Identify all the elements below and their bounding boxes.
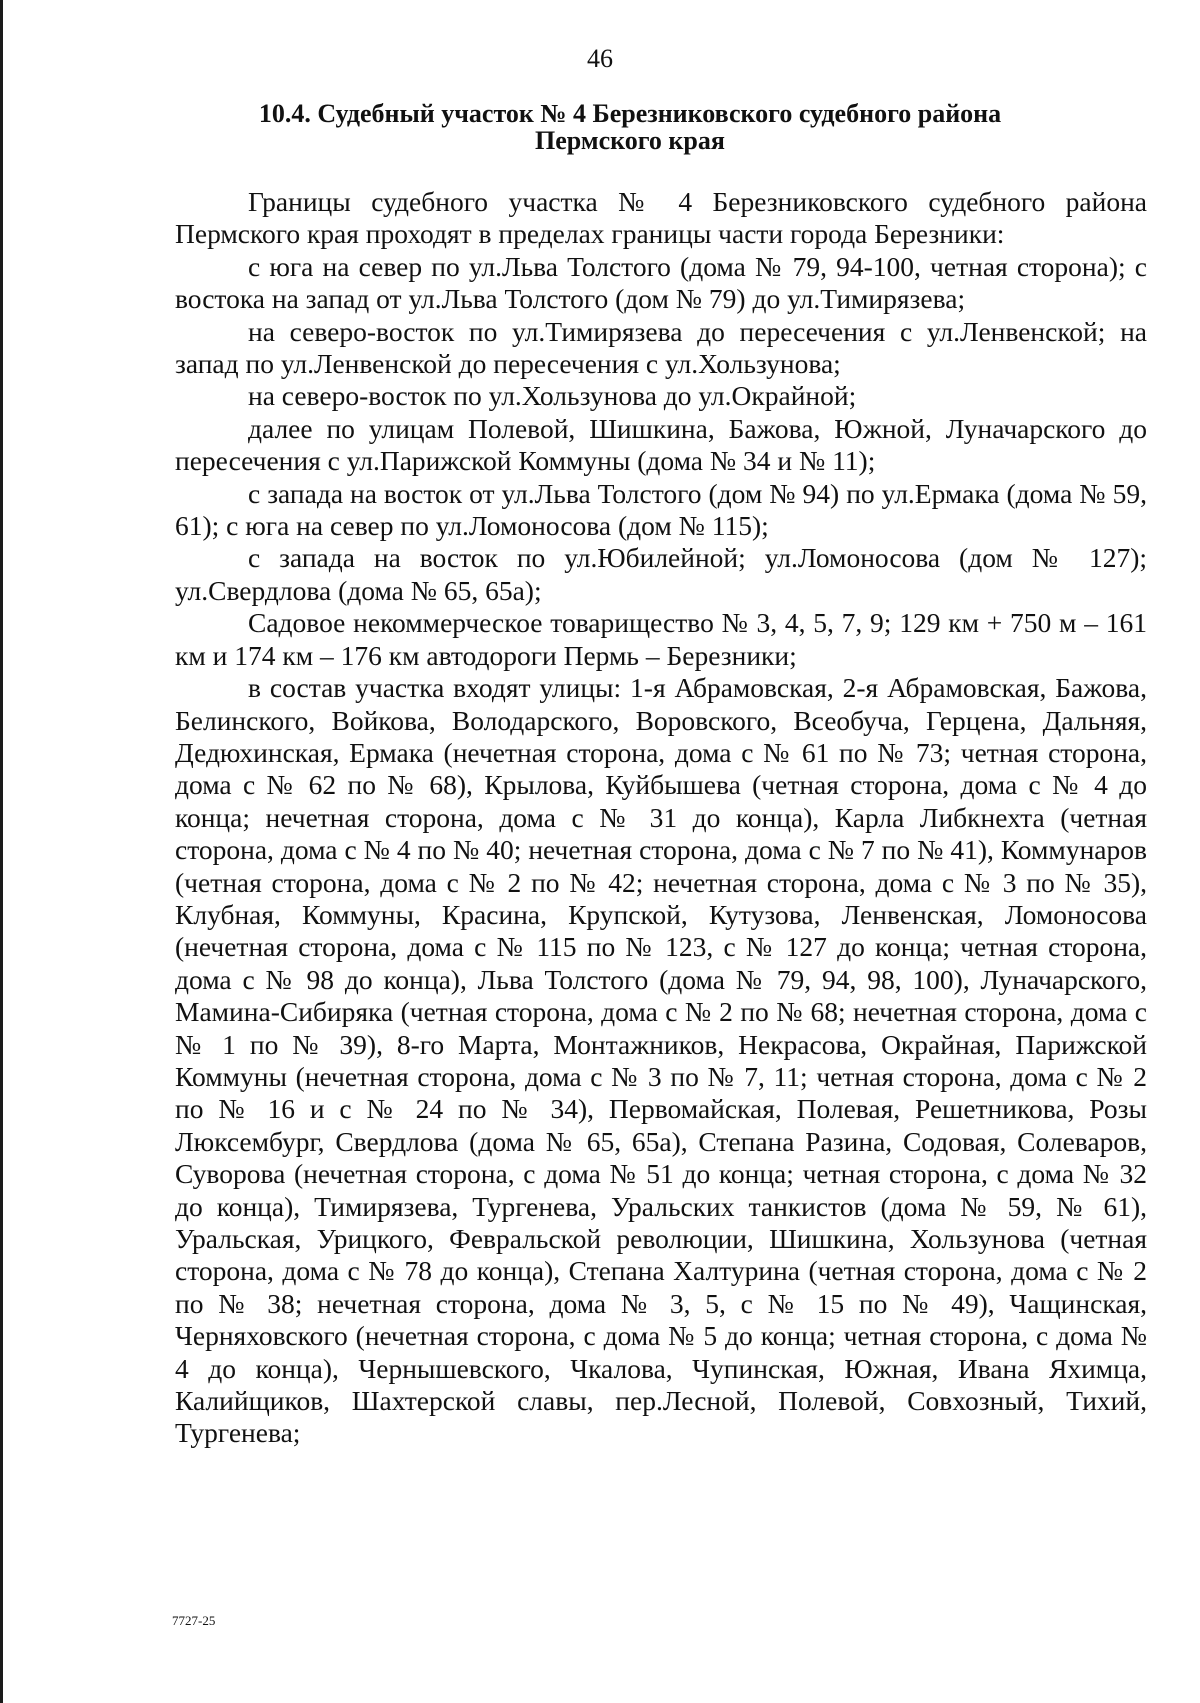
paragraph-streets-list: в состав участка входят улицы: 1-я Абрамовская, 2-я Абрамовская, Бажова, Белинского, Войкова, Володарского, Воровского, Всеобуча, Герцена, Дальняя, Дедюхинская, Ермака (нечетная сторона, дома с № 61 по № 73; четная сторона, дома с № 62 по № 68), Крылова, Куйбышева (четная сторона, дома с № 4 до конца; нечетная сторона, дома с № 31 до конца), Карла Либкнехта (четная сторона, дома с № 4 по № 40; нечетная сторона, дома с № 7 по № 41), Коммунаров (четная сторона, дома с № 2 по № 42; нечетная сторона, дома с № 3 по № 35), Клубная, Коммуны, Красина, Крупской, Кутузова, Ленвенская, Ломоносова (нечетная сторона, дома с № 115 по № 123, с № 127 до конца; четная сторона, дома с № 98 до конца), Льва Толстого (дома № 79, 94, 98, 100), Луначарского, Мамина-Сибиряка (четная сторона, дома с № 2 по № 68; нечетная сторона, дома с № 1 по № 39), 8-го Марта, Монтажников, Некрасова, Окрайная, Парижской Коммуны (нечетная сторона, дома с № 3 по № 7, 11; четная сторона, дома с № 2 по № 16 и с № 24 по № 34), Первомайская, Полевая, Решетникова, Розы Люксембург, Свердлова (дома № 65, 65а), Степана Разина, Содовая, Солеваров, Суворова (нечетная сторона, с дома № 51 до конца; четная сторона, с дома № 32 до конца), Тимирязева, Тургенева, Уральских танкистов (дома № 59, № 61), Уральская, Урицкого, Февральской революции, Шишкина, Хользунова (четная сторона, дома с № 78 до конца), Степана Халтурина (четная сторона, дома с № 2 по № 38; нечетная сторона, дома № 3, 5, с № 15 по № 49), Чащинская, Черняховского (нечетная сторона, с дома № 5 до конца; четная сторона, с дома № 4 до конца), Чернышевского, Чкалова, Чупинская, Южная, Ивана Яхимца, Калийщиков, Шахтерской славы, пер.Лесной, Полевой, Совхозный, Тихий, Тургенева; [175,672,1147,1449]
scan-edge [0,0,3,1703]
paragraph-boundary-5: с запада на восток от ул.Льва Толстого (дом № 94) по ул.Ермака (дома № 59, 61); с юга на север по ул.Ломоносова (дом № 115); [175,477,1147,542]
paragraph-boundaries-intro: Границы судебного участка № 4 Березниковского судебного района Пермского края проходят в пределах границы части города Березники: [175,186,1147,250]
section-title [150,100,1110,154]
section-title-line-1: 10.4. Судебный участок № 4 Березниковского судебного района [258,99,1002,128]
section-title-line-2: Пермского края [535,126,725,155]
document-code: 7727-25 [172,1613,216,1628]
page-number: 46 [587,44,613,73]
paragraph-boundary-6: с запада на восток по ул.Юбилейной; ул.Ломоносова (дом № 127); ул.Свердлова (дома № 65, 65а); [175,542,1147,606]
paragraph-boundary-2: на северо-восток по ул.Тимирязева до пересечения с ул.Ленвенской; на запад по ул.Ленвенской до пересечения с ул.Хользунова; [175,315,1147,380]
paragraph-boundary-1: с юга на север по ул.Льва Толстого (дома № 79, 94-100, четная сторона); с востока на запад от ул.Льва Толстого (дом № 79) до ул.Тимирязева; [175,250,1147,315]
document-body [175,186,1147,1450]
paragraph-garden-partnership: Садовое некоммерческое товарищество № 3, 4, 5, 7, 9; 129 км + 750 м – 161 км и 174 км – 176 км автодороги Пермь – Березники; [175,607,1147,671]
paragraph-boundary-3: на северо-восток по ул.Хользунова до ул.Окрайной; [248,380,857,412]
paragraph-boundary-4: далее по улицам Полевой, Шишкина, Бажова, Южной, Луначарского до пересечения с ул.Парижской Коммуны (дома № 34 и № 11); [175,412,1147,477]
